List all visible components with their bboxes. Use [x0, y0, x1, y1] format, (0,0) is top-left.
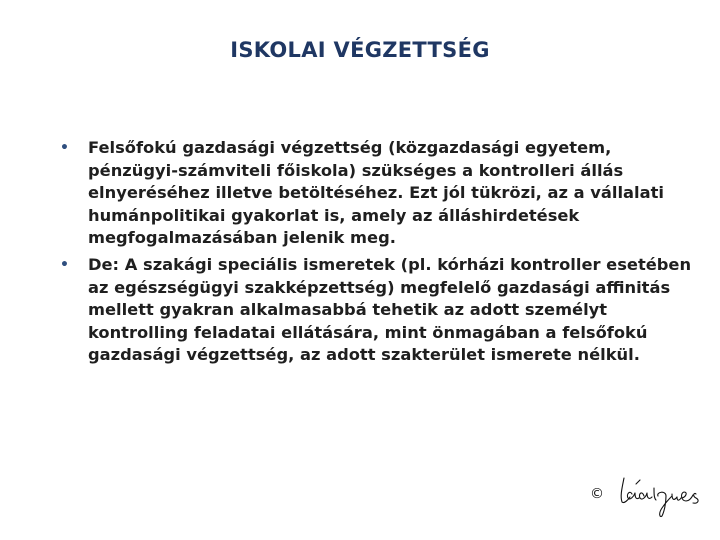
- bullet-text: Felsőfokú gazdasági végzettség (közgazdasági egyetem, pénzügyi-számviteli főiskola) szükséges a kontrolleri állás elnyeréséhez illetve betöltéséhez. Ezt jól tükrözi, az a vállalati humánpolitikai gyakorlat is, amely az álláshirdetések megfogalmazásában jelenik meg.: [88, 138, 664, 248]
- footer: [590, 470, 710, 520]
- bullet-marker: •: [60, 140, 69, 156]
- bullet-marker: •: [60, 256, 69, 273]
- bullet-list: [60, 137, 700, 371]
- signature-icon: [614, 470, 708, 520]
- copyright-mark: ©: [590, 486, 604, 502]
- bullet-item: [60, 254, 700, 367]
- bullet-text: De: A szakági speciális ismeretek (pl. kórházi kontroller esetében az egészségügyi szakképzettség) megfelelő gazdasági affinitás mellett gyakran alkalmasabbá tehetik az adott személyt kontrolling feladatai ellátására, mint önmagában a felsőfokú gazdasági végzettség, az adott szakterület ismerete nélkül.: [88, 254, 692, 365]
- bullet-item: [60, 137, 700, 250]
- slide-title: ISKOLAI VÉGZETTSÉG: [230, 38, 490, 62]
